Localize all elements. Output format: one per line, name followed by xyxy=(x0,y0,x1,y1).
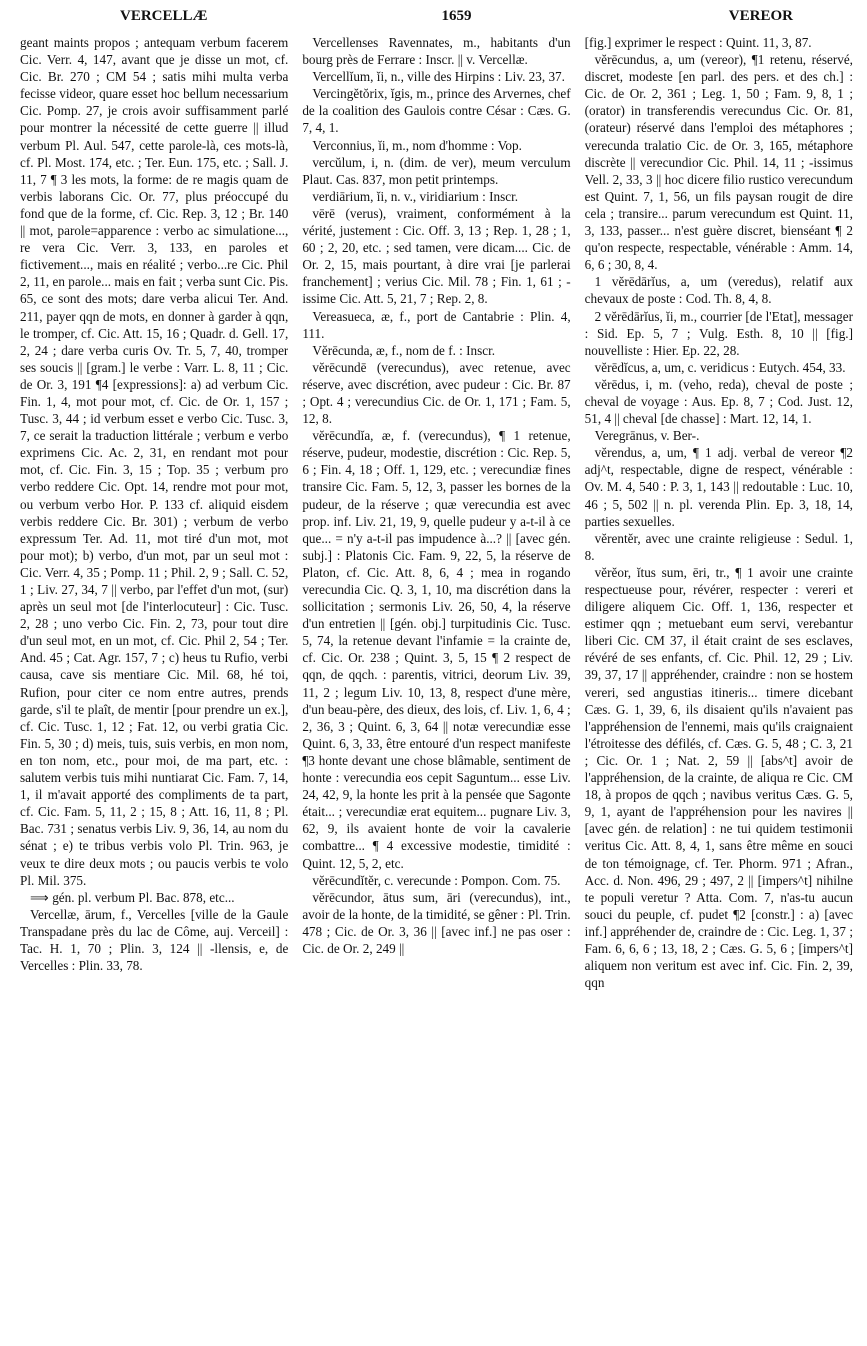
dictionary-entry: vĕrēcundē (verecundus), avec retenue, avec réserve, avec discrétion, avec pudeur : Cic. Br. 87 ; Opt. 4 ; verecundius Cic. de Or. 1, 171 ; Fam. 5, 12, 8. xyxy=(302,359,571,427)
dictionary-entry: vĕrēdus, i, m. (veho, reda), cheval de poste ; cheval de voyage : Aus. Ep. 8, 7 ; Cod. Just. 12, 51, 4 || cheval [de chasse] : Mart. 12, 14, 1. xyxy=(584,376,853,427)
dictionary-entry: Vercingĕtŏrix, ĭgis, m., prince des Arvernes, chef de la coalition des Gaulois contre César : Cæs. G. 7, 4, 1. xyxy=(302,86,571,136)
dictionary-entry: Veregrānus, v. Ber-. xyxy=(594,428,700,444)
header-last-word: VEREOR xyxy=(728,8,793,24)
dictionary-entry: Vereasueca, æ, f., port de Cantabrie : Plin. 4, 111. xyxy=(302,308,571,341)
column-right xyxy=(585,34,853,1334)
running-head xyxy=(20,8,853,30)
column-middle xyxy=(302,34,570,1334)
dictionary-entry: 2 vĕrēdārĭus, ĭi, m., courrier [de l'Etat], messager : Sid. Ep. 5, 7 ; Vulg. Esth. 8, 10 || [fig.] nouvelliste : Hier. Ep. 22, 28. xyxy=(584,308,853,358)
dictionary-entry: Verconnius, ĭi, m., nom d'homme : Vop. xyxy=(312,137,522,153)
dictionary-entry: Vercellenses Ravennates, m., habitants d'un bourg près de Ferrare : Inscr. || v. Vercellæ. xyxy=(302,35,571,68)
dictionary-entry: vĕrēcundĭa, æ, f. (verecundus), ¶ 1 retenue, réserve, pudeur, modestie, discrétion : Cic. Rep. 5, 6 ; Fin. 4, 18 ; Off. 1, 129, etc. ; verecundiæ fines transire Cic. Fam. 5, 12, 3, passer les bornes de la pudeur, de la réserve ; quæ verecundia est avec prop. inf. Liv. 21, 19, 9, quelle pudeur y a-t-il à ce que... = n'y a-t-il pas impudence à...? || [avec gén. subj.] : Platonis Cic. Fam. 9, 22, 5, la réserve de Platon, cf. Cic. Att. 8, 6, 4 ; mea in rogando verecundia Cic. Q. 3, 1, 10, ma discrétion dans la sollicitation ; sermonis Liv. 26, 50, 4, la réserve d'un entretien || [gén. obj.] turpitudinis Cic. Tusc. 5, 74, la retenue devant l'infamie = la crainte de, cf. Cic. Or. 238 ; Quint. 3, 5, 15 ¶ 2 respect de qqn, de qqch. : parentis, vitrici, deorum Liv. 39, 11, 2 ; legum Liv. 10, 13, 8, respect d'une mère, d'un beau-père, des dieux, des lois, cf. Liv. 1, 6, 4 ; 2, 36, 3 ; Quint. 6, 3, 64 || notæ verecundiæ esse Quint. 6, 3, 33, être entouré d'un respect manifeste ¶3 honte devant une chose blâmable, sentiment de honte : verecundia eos cepit Saguntum... esse Liv. 24, 42, 9, la honte les prit à la pensée que Sagonte était... ; verecundiæ erat equitem... pugnare Liv. 3, 62, 9, ils avaient honte de voir la cavalerie combattre... ¶ 4 excessive modestie, timidité : Quint. 12, 5, 2, etc. xyxy=(302,428,571,871)
dictionary-entry: vĕrēcundĭtĕr, c. verecunde : Pompon. Com. 75. xyxy=(312,872,561,888)
column-left xyxy=(20,34,288,1334)
dictionary-entry: vĕrentĕr, avec une crainte religieuse : Sedul. 1, 8. xyxy=(584,530,853,563)
dictionary-entry: geant maints propos ; antequam verbum facerem Cic. Verr. 4, 147, avant que je disse un mot, cf. Cic. Br. 270 ; CM 54 ; satis mihi multa verba fecisse videor, quare esset hoc bellum necessarium Cic. Pomp. 27, je crois avoir suffisamment parlé pour montrer la nécessité de cette guerre || illud verbum Pl. Aul. 547, cette parole-là, ces mots-là, cf. Pl. Most. 174, etc. ; Ter. Eun. 175, etc. ; Sall. J. 11, 7 ¶ 3 les mots, la forme: de re magis quam de verbis laborans Cic. Or. 77, plus préoccupé du fond que de la forme, cf. Cic. Rep. 3, 12 ; Br. 140 || mot, parole=apparence : verbo ac simulatione..., re vera Cic. Verr. 3, 133, en paroles et fictivement..., mais en réalité ; verbo...re Cic. Phil 2, 11, en parole... mais en fait ; verba sunt Cic. Pis. 65, ce sont des mots; dare verba alicui Ter. And. 211, payer qqn de mots, en donner à garder à qqn, le tromper, cf. Cic. Att. 15, 16 ; Quadr. d. Gell. 17, 2, 24 ; dare verba curis Ov. Tr. 5, 7, 40, tromper ses soucis || [gram.] le verbe : Varr. L. 8, 11 ; Cic. de Or. 3, 191 ¶4 [expressions]: a) ad verbum Cic. Fin. 1, 4, mot pour mot, cf. Cic. de Or. 1, 157 ; Tusc. 3, 44 ; id verbum esset e verbo Cic. Tusc. 3, 7, ce serait la traduction littérale ; verbum e verbo exprimens Cic. Ac. 2, 31, en rendant mot pour mot, cf. Cic. Fin. 3, 15 ; Top. 35 ; verbum pro verbo reddere Cic. Opt. 14, rendre mot pour mot, ou verbum verbo Hor. P. 133 cf. aliquid eisdem verbis reddere Cic. Br. 301) ; verbum de verbo expressum Ter. Ad. 11, mot tiré d'un mot, mot pour mot); b) verbo, d'un mot, par un seul mot : Cic. Verr. 4, 35 ; Pomp. 11 ; Phil. 2, 9 ; Sall. C. 52, 1 ; Liv. 27, 34, 7 || verbo, par l'effet d'un mot, (sur) après un seul mot [de l'interlocuteur] : Cic. Tusc. 2, 28 ; uno verbo Cic. Fin. 2, 73, pour tout dire d'un seul mot, en un mot, cf. Cic. Phil 2, 54 ; Ter. And. 45 ; Cat. Agr. 157, 7 ; c) heus tu Rufio, verbi causa, cave sis mentiare Cic. Mil. 68, hé toi, Rufion, pour citer ce nom entre autres, prends garde, s'il te plaît, de mentir [pour prendre un ex.], cf. Cic. Tusc. 1, 12 ; Fat. 12, ou verbi gratia Cic. Fin. 5, 30 ; d) meis, tuis, suis verbis, en mon nom, en ton nom, etc., pour moi, de ma part, etc. : salutem verbis tuis mihi nuntiarat Cic. Fam. 7, 14, 1, il m'avait apporté des compliments de ta part, cf. Cic. Fam. 5, 11, 2 ; 15, 8 ; Att. 16, 11, 8 ; Pl. Bac. 731 ; senatus verbis Liv. 9, 36, 14, au nom du sénat ; e) te tribus verbis volo Pl. Trin. 963, je veux te dire deux mots ; ou paucis verbis te volo Pl. Mil. 375. xyxy=(20,35,289,888)
dictionary-entry: vercŭlum, i, n. (dim. de ver), meum verculum Plaut. Cas. 837, mon petit printemps. xyxy=(302,154,571,187)
dictionary-entry: ⟹ gén. pl. verbum Pl. Bac. 878, etc... xyxy=(30,889,235,905)
dictionary-entry: vĕrendus, a, um, ¶ 1 adj. verbal de vereor ¶2 adj^t, respectable, digne de respect, vénérable : Ov. M. 4, 540 : P. 3, 1, 143 || redoutable : Luc. 10, 46 ; 5, 502 || n. pl. verenda Plin. Ep. 3, 18, 14, parties sexuelles. xyxy=(584,445,853,529)
dictionary-entry: verdiārium, ĭi, n. v., viridiarium : Inscr. xyxy=(312,188,519,204)
dictionary-entry: Vĕrēcunda, æ, f., nom de f. : Inscr. xyxy=(312,342,496,358)
dictionary-entry: 1 vĕrēdārĭus, a, um (veredus), relatif aux chevaux de poste : Cod. Th. 8, 4, 8. xyxy=(584,274,853,307)
dictionary-entry: vĕrĕor, ĭtus sum, ēri, tr., ¶ 1 avoir une crainte respectueuse pour, révérer, respecter : vereri et diligere aliquem Cic. Off. 1, 136, respecter et estimer qqn ; metuebant eum servi, verebantur liberi Cic. CM 37, il était craint de ses esclaves, révéré de ses enfants, cf. Cic. Phil. 12, 29 ; Liv. 39, 37, 17 || appréhender, craindre : non se hostem vereri, sed angustias itineris... timere dicebant Cæs. G. 1, 39, 6, ils disaient qu'ils n'avaient pas l'appréhension de l'ennemi, mais qu'ils craignaient l'étroitesse des défilés, cf. Cæs. G. 5, 48 ; C. 3, 21 ; Cic. Or. 1 ; Nat. 2, 59 || [abs^t] avoir de l'appréhension, de la crainte, de aliqua re Cic. CM 18, à propos de qqch ; navibus veritus Cæs. G. 5, 9, 1, ayant de l'appréhension pour les navires || [avec gén. de relation] : ne tui quidem testimonii veritus Cic. Att. 8, 4, 1, sans être même en souci de ton témoignage, cf. Ter. Phorm. 971 ; Afran., Acc. d. Non. 496, 29 ; 497, 2 || [impers^t] nihilne te populi veretur ? Atta. Com. 7, n'as-tu aucun souci du peuple, cf. pudet ¶2 [constr.] : a) [avec inf.] appréhender de, craindre de : Cic. Leg. 1, 37 ; Fam. 6, 6, 6 ; 13, 18, 2 ; Cæs. G. 5, 6 ; [impers^t] aliquem non veritum est avec inf. Cic. Fin. 2, 39, qqn xyxy=(584,564,853,991)
dictionary-entry: Vercellæ, ārum, f., Vercelles [ville de la Gaule Transpadane près du lac de Côme, auj. Verceil] : Tac. H. 1, 70 ; Plin. 3, 124 || -llensis, e, de Vercelles : Plin. 33, 78. xyxy=(20,906,289,974)
dictionary-entry: [fig.] exprimer le respect : Quint. 11, 3, 87. xyxy=(584,35,812,50)
header-first-word: VERCELLÆ xyxy=(120,8,208,24)
dictionary-entry: vĕrēcundor, ātus sum, āri (verecundus), int., avoir de la honte, de la timidité, se gêner : Pl. Trin. 478 ; Cic. de Or. 3, 36 || [avec inf.] ne pas oser : Cic. de Or. 2, 249 || xyxy=(302,889,571,956)
dictionary-entry: vĕrēcundus, a, um (vereor), ¶1 retenu, réservé, discret, modeste [en parl. des pers. et des ch.] : Cic. de Or. 2, 361 ; Leg. 1, 50 ; Fam. 9, 8, 1 ; (orator) in transferendis verecundus Cic. Or. 81, (orateur) réservé dans l'emploi des métaphores ; verecunda tralatio Cic. de Or. 3, 165, métaphore discrète || verecundior Cic. Phil. 14, 11 ; -issimus Vell. 2, 33, 3 || hoc dicere filio rustico verecundum est Quint. 7, 1, 56, un fils paysan rougit de dire cela ; transire... parum verecundum est Quint. 11, 3, 133, passer... n'est guère discret, bienséant ¶ 2 qu'on respecte, respectable, vénérable : Amm. 14, 6, 6 ; 30, 8, 4. xyxy=(584,52,853,273)
page-number: 1659 xyxy=(441,8,472,24)
dictionary-entry: Vercellĭum, ĭi, n., ville des Hirpins : Liv. 23, 37. xyxy=(312,69,565,85)
text-columns xyxy=(20,34,853,1334)
dictionary-entry: vērē (verus), vraiment, conformément à la vérité, justement : Cic. Off. 3, 13 ; Rep. 1, 28 ; 1, 60 ; 2, 20, etc. ; sed tamen, vere dicam.... Cic. de Or. 2, 15, mais pourtant, à dire vrai [je parlerai franchement] ; verius Cic. Mil. 78 ; Fin. 1, 61 ; -issime Cic. Att. 5, 21, 7 ; Rep. 2, 8. xyxy=(302,205,571,307)
dictionary-entry: vĕrēdĭcus, a, um, c. veridicus : Eutych. 454, 33. xyxy=(594,359,846,375)
